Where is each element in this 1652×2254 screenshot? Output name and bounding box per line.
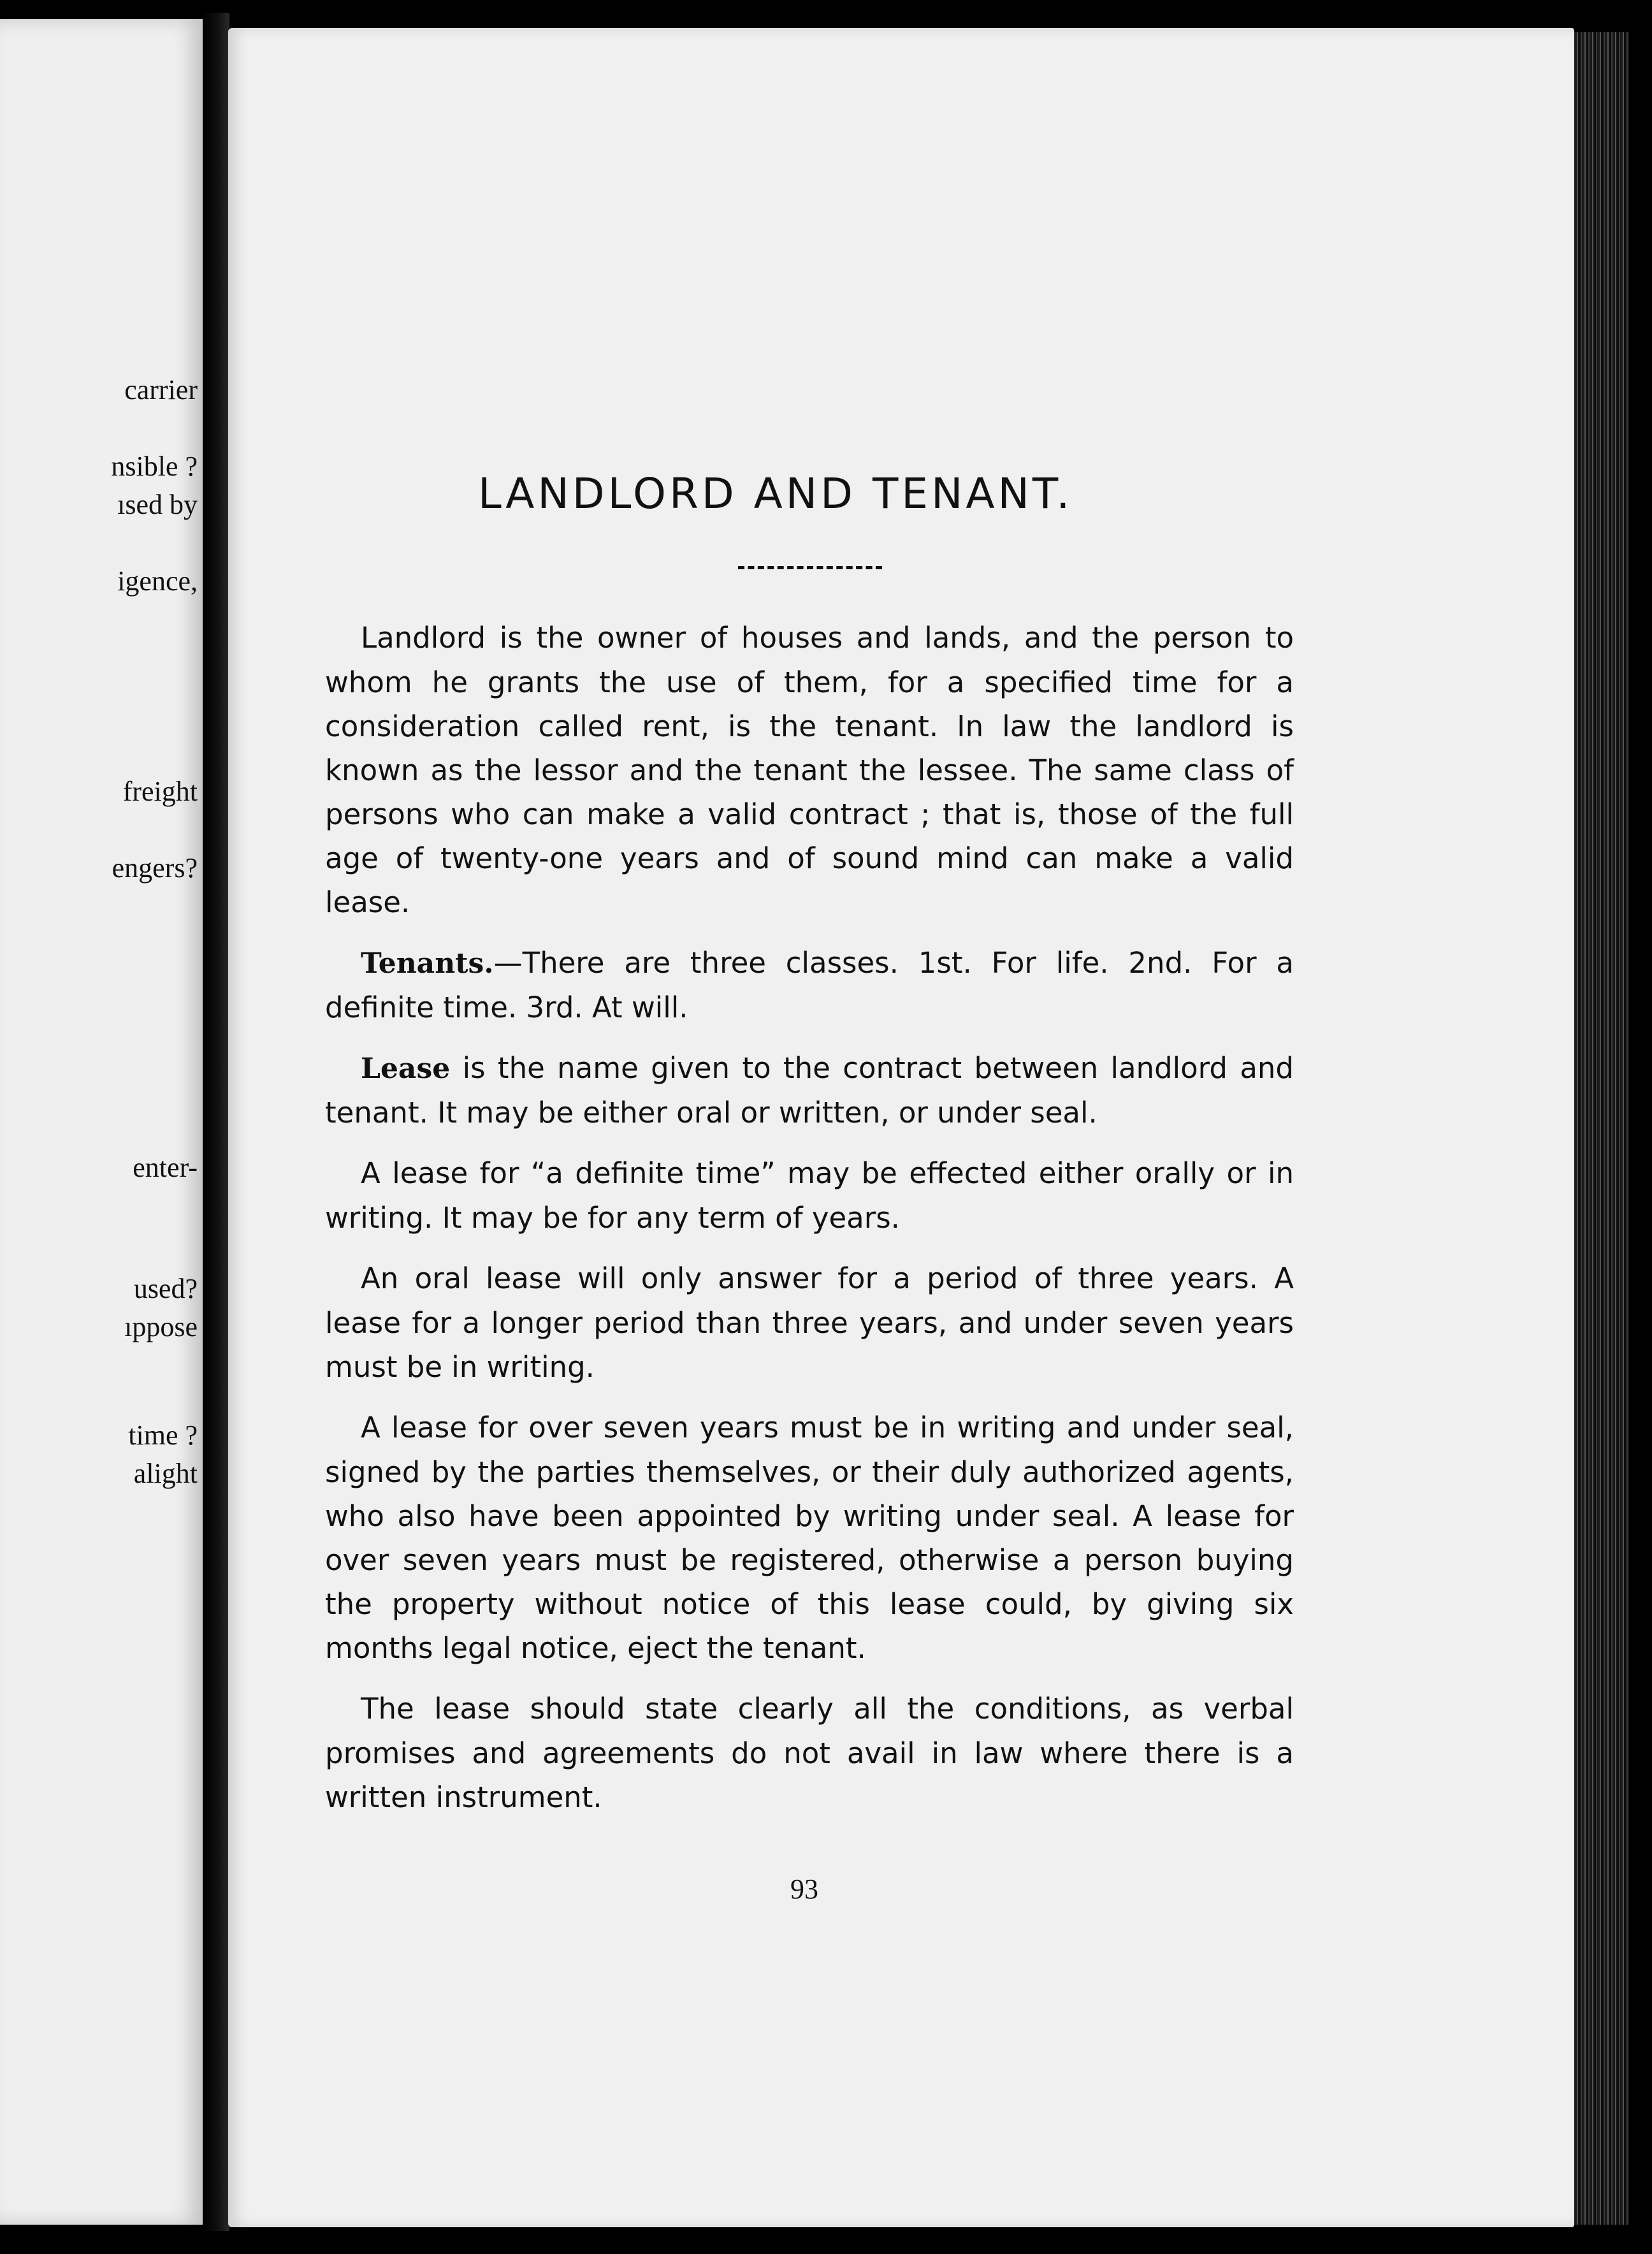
left-page-line: ısed by [117, 489, 198, 520]
paragraph [325, 1687, 1294, 1819]
paragraph-text: An oral lease will only answer for a period of three years. A lease for a longer period than three years, and under seven years must be in writing. [325, 1262, 1294, 1384]
left-facing-page [0, 19, 203, 2225]
paragraph-text: is the name given to the contract between landlord and tenant. It may be either oral or written, or under seal. [325, 1051, 1294, 1130]
left-page-line: igence, [117, 565, 198, 597]
paragraph [325, 1256, 1294, 1389]
left-page-line: time ? [128, 1420, 198, 1451]
paragraph [325, 941, 1294, 1029]
paragraph [325, 1151, 1294, 1240]
paragraph-text: A lease for “a definite time” may be effected either orally or in writing. It may be for any term of years. [325, 1156, 1294, 1235]
paragraph [325, 616, 1294, 924]
page-edges [1574, 32, 1629, 2225]
left-page-line: carrier [124, 374, 198, 405]
title-divider [738, 566, 882, 569]
paragraph-text: —There are three classes. 1st. For life. 2nd. For a definite time. 3rd. At will. [325, 946, 1294, 1024]
paragraph-text: The lease should state clearly all the conditions, as verbal promises and agreements do not avail in law where there is a written instrument. [325, 1692, 1294, 1814]
book-gutter [203, 13, 229, 2231]
page-number: 93 [790, 1873, 818, 1905]
left-page-line: used? [133, 1273, 198, 1304]
left-page-line: freight [122, 776, 198, 807]
paragraph-text: A lease for over seven years must be in writing and under seal, signed by the parties themselves, or their duly authorized agents, who also have been appointed by writing under seal. A lease for over seven years must be registered, otherwise a person buying the property without notice of this lease could, by giving six months legal notice, eject the tenant. [325, 1411, 1294, 1665]
paragraph-lead: Tenants. [361, 947, 494, 980]
left-page-line: nsible ? [111, 451, 198, 482]
left-page-line: ıppose [124, 1311, 198, 1342]
paragraph [325, 1046, 1294, 1135]
paragraph-lead: Lease [361, 1052, 451, 1085]
paragraph-text: Landlord is the owner of houses and lands, and the person to whom he grants the use of them, for a specified time for a consideration called rent, is the tenant. In law the landlord is known as the lessor and the tenant the lessee. The same class of persons who can make a valid contract ; that is, those of the full age of twenty-one years and of sound mind can make a valid lease. [325, 621, 1294, 919]
page-title: LANDLORD AND TENANT. [478, 469, 1073, 518]
body-text [325, 616, 1294, 1836]
left-page-line: enter- [133, 1152, 198, 1183]
left-page-line: engers? [112, 852, 198, 883]
paragraph [325, 1406, 1294, 1670]
left-page-line: alight [133, 1458, 198, 1489]
